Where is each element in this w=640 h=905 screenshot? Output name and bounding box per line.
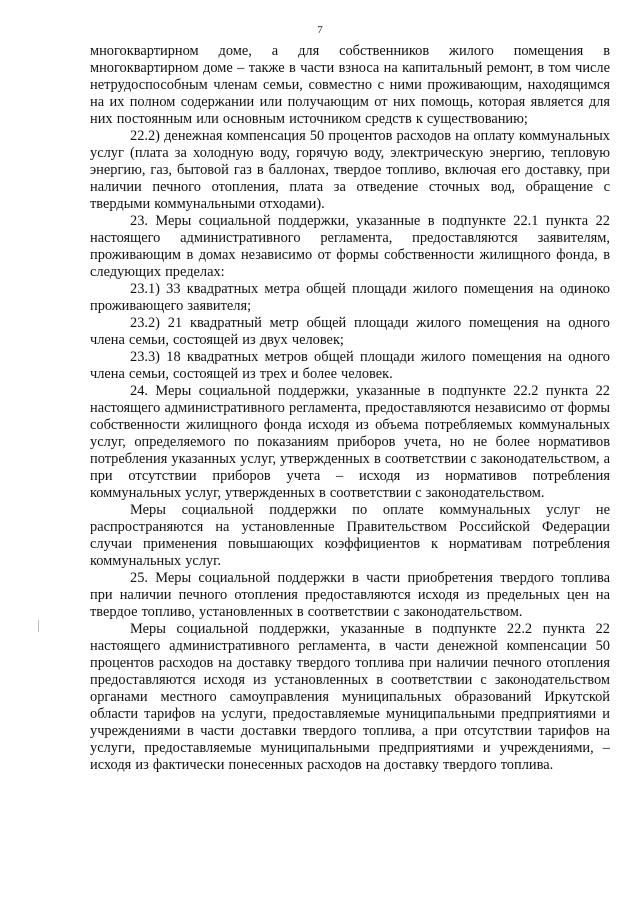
page-number: 7 <box>317 24 323 36</box>
paragraph-23-3: 23.3) 18 квадратных метров общей площади жилого помещения на одного члена семьи, состоящей из трех и более человек. <box>90 349 610 382</box>
paragraph-22-2: 22.2) денежная компенсация 50 процентов расходов на оплату коммунальных услуг (плата за холодную воду, горячую воду, электрическую энергию, тепловую энергию, газ, бытовой газ в баллонах, твердое топливо, включая его доставку, при наличии печного отопления, плата за отведение сточных вод, обращение с твердыми коммунальными отходами). <box>90 128 610 212</box>
paragraph-24-note: Меры социальной поддержки по оплате коммунальных услуг не распространяются на установленные Правительством Российской Федерации случаи применения повышающих коэффициентов к нормативам потребления коммунальных услуг. <box>90 502 610 569</box>
paragraph-25: 25. Меры социальной поддержки в части приобретения твердого топлива при наличии печного отопления предоставляются исходя из предельных цен на твердое топливо, установленных в соответствии с законодательством. <box>90 570 610 620</box>
paragraph-25-note: Меры социальной поддержки, указанные в подпункте 22.2 пункта 22 настоящего административного регламента, в части денежной компенсации 50 процентов расходов на доставку твердого топлива при наличии печного отопления предоставляются исходя из установленных в соответствии с законодательством органами местного самоуправления муниципальных образований Иркутской области тарифов на услуги, предоставляемые муниципальными предприятиями и учреждениями в части доставки твердого топлива, а при отсутствии тарифов на услуги, предоставляемые муниципальными предприятиями и учреждениями, – исходя из фактически понесенных расходов на доставку твердого топлива. <box>90 621 610 773</box>
paragraph-23: 23. Меры социальной поддержки, указанные в подпункте 22.1 пункта 22 настоящего административного регламента, предоставляются заявителям, проживающим в домах независимо от формы собственности жилищного фонда, в следующих пределах: <box>90 213 610 280</box>
margin-mark <box>38 620 39 632</box>
document-body <box>90 43 610 774</box>
paragraph-23-1: 23.1) 33 квадратных метра общей площади жилого помещения на одиноко проживающего заявителя; <box>90 281 610 314</box>
paragraph-23-2: 23.2) 21 квадратный метр общей площади жилого помещения на одного члена семьи, состоящей из двух человек; <box>90 315 610 348</box>
paragraph-continuation: многоквартирном доме, а для собственников жилого помещения в многоквартирном доме – также в части взноса на капитальный ремонт, в том числе нетрудоспособным членам семьи, совместно с ними проживающим, находящимся на их полном содержании или получающим от них помощь, которая является для них постоянным или основным источником средств к существованию; <box>90 43 610 127</box>
paragraph-24: 24. Меры социальной поддержки, указанные в подпункте 22.2 пункта 22 настоящего административного регламента, предоставляются независимо от формы собственности жилищного фонда исходя из объема потребляемых коммунальных услуг, определяемого по показаниям приборов учета, но не более нормативов потребления указанных услуг, утвержденных в соответствии с законодательством, а при отсутствии приборов учета – исходя из нормативов потребления коммунальных услуг, утвержденных в соответствии с законодательством. <box>90 383 610 501</box>
